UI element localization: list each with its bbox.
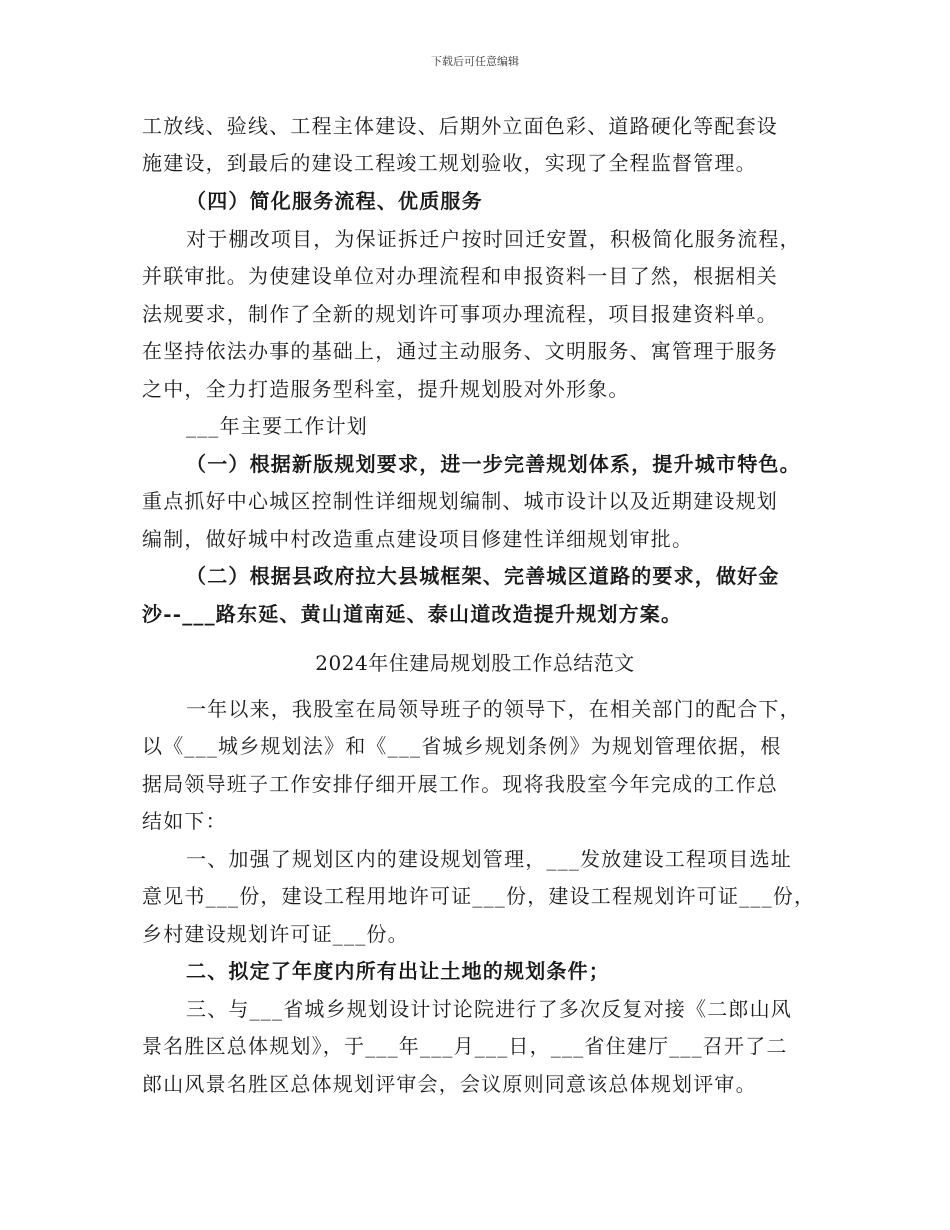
paragraph-line: 据局领导班子工作安排仔细开展工作。现将我股室今年完成的工作总 (142, 772, 778, 796)
section-heading: （二）根据县政府拉大县城框架、完善城区道路的要求，做好金 (186, 564, 780, 588)
paragraph-line: 意见书___份，建设工程用地许可证___份，建设工程规划许可证___份， (142, 884, 816, 908)
paragraph-line: 对于棚改项目，为保证拆迁户按时回迁安置，积极简化服务流程， (186, 227, 801, 251)
paragraph-line: 一年以来，我股室在局领导班子的领导下，在相关部门的配合下， (186, 697, 801, 721)
page-header: 下载后可任意编辑 (431, 55, 519, 68)
paragraph-line: 重点抓好中心城区控制性详细规划编制、城市设计以及近期建设规划 (142, 489, 778, 513)
plan-heading: ___年主要工作计划 (186, 414, 368, 438)
paragraph-line: 之中，全力打造服务型科室，提升规划股对外形象。 (142, 377, 630, 401)
paragraph-line: 乡村建设规划许可证___份。 (142, 922, 409, 946)
paragraph-line: 一、加强了规划区内的建设规划管理，___发放建设工程项目选址 (186, 847, 792, 871)
section-heading: 沙--___路东延、黄山道南延、泰山道改造提升规划方案。 (142, 602, 683, 626)
section-heading: （四）简化服务流程、优质服务 (186, 189, 483, 213)
paragraph-line: 三、与___省城乡规划设计讨论院进行了多次反复对接《二郎山风 (186, 997, 792, 1021)
paragraph-line: 施建设，到最后的建设工程竣工规划验收，实现了全程监督管理。 (142, 151, 757, 175)
paragraph-line: 以《___城乡规划法》和《___省城乡规划条例》为规划管理依据，根 (142, 734, 782, 758)
section-heading: （一）根据新版规划要求，进一步完善规划体系，提升城市特色。 (186, 452, 801, 476)
paragraph-line: 景名胜区总体规划》，于___年___月___日，___省住建厅___召开了二 (142, 1034, 788, 1058)
paragraph-line: 编制，做好城中村改造重点建设项目修建性详细规划审批。 (142, 527, 694, 551)
paragraph-line: 在坚持依法办事的基础上，通过主动服务、文明服务、寓管理于服务 (142, 339, 778, 363)
document-title: 2024年住建局规划股工作总结范文 (315, 651, 635, 675)
paragraph-line: 结如下： (142, 809, 227, 833)
paragraph-line: 工放线、验线、工程主体建设、后期外立面色彩、道路硬化等配套设 (142, 114, 778, 138)
section-heading: 二、拟定了年度内所有出让土地的规划条件； (186, 959, 610, 983)
paragraph-line: 郎山风景名胜区总体规划评审会，会议原则同意该总体规划评审。 (142, 1072, 757, 1096)
paragraph-line: 法规要求，制作了全新的规划许可事项办理流程，项目报建资料单。 (142, 302, 778, 326)
paragraph-line: 并联审批。为使建设单位对办理流程和申报资料一目了然，根据相关 (142, 264, 778, 288)
